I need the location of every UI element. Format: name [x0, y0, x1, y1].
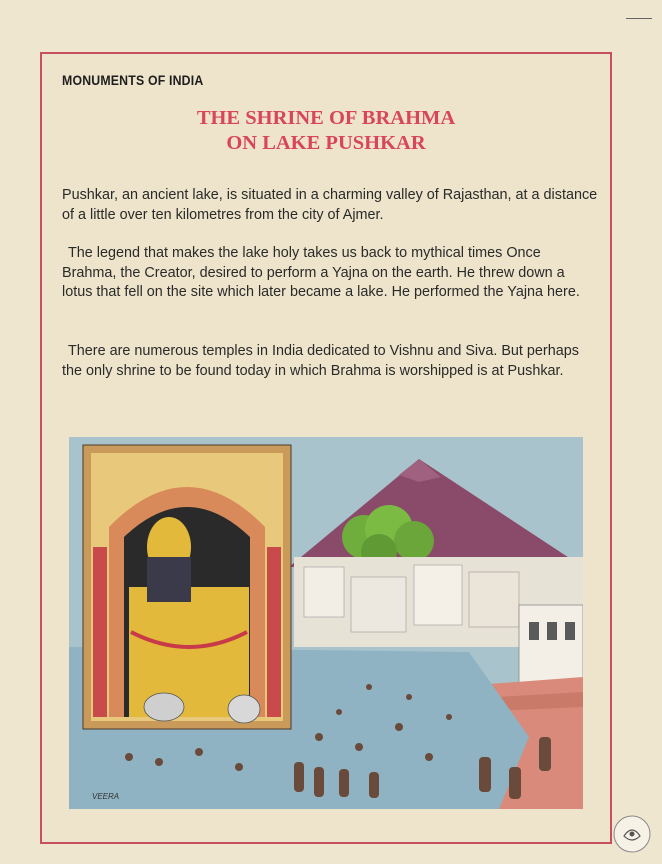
artist-signature: VEERA — [92, 792, 120, 801]
paragraph-1: Pushkar, an ancient lake, is situated in a charming valley of Rajasthan, at a distance of a little over ten kilometres from the city of Ajmer. — [62, 187, 598, 223]
series-heading: MONUMENTS OF INDIA — [62, 72, 204, 88]
paragraph-3: There are numerous temples in India dedicated to Vishnu and Siva. But perhaps the only shrine to be found today in which Brahma is worshipped is at Pushkar. — [62, 343, 579, 379]
title-line-1: THE SHRINE OF BRAHMA — [196, 107, 456, 129]
title-line-2: ON LAKE PUSHKAR — [226, 132, 426, 154]
paragraph-2: The legend that makes the lake holy takes us back to mythical times Once Brahma, the Creator, desired to perform a Yajna on the earth. He threw down a lotus that fell on the site which later became a lake. He performed the Yajna here. — [62, 245, 580, 301]
article-title — [42, 106, 610, 156]
page-corner-mark — [626, 18, 652, 19]
article-frame — [40, 52, 612, 844]
pushkar-illustration — [69, 437, 583, 809]
scanner-logo-stamp — [612, 814, 652, 854]
